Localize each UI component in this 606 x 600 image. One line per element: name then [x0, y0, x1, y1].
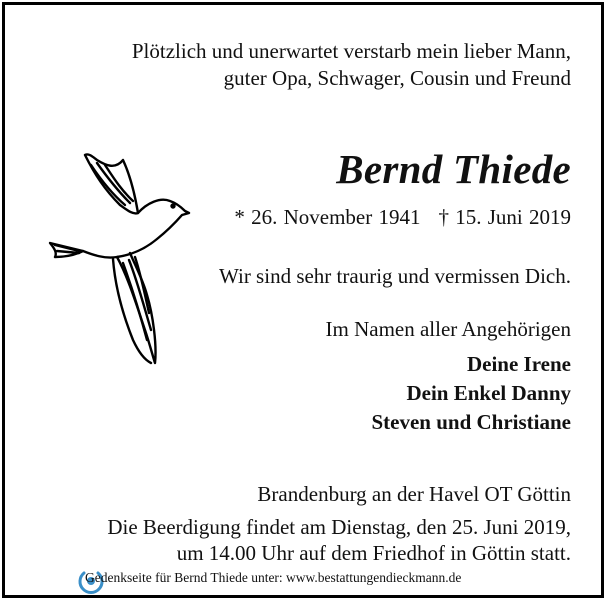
intro-text — [132, 38, 571, 92]
signer: Dein Enkel Danny — [406, 381, 571, 405]
on-behalf-text: Im Namen aller Angehörigen — [325, 317, 571, 341]
birth-date: * 26. November 1941 — [234, 205, 421, 229]
place-text: Brandenburg an der Havel OT Göttin — [257, 482, 571, 506]
signer: Deine Irene — [466, 352, 571, 376]
funeral-line-1: Die Beerdigung findet am Dienstag, den 25. Juni 2019, — [107, 515, 571, 539]
intro-line-2: guter Opa, Schwager, Cousin und Freund — [223, 66, 571, 90]
funeral-info — [107, 514, 571, 566]
funeral-line-2: um 14.00 Uhr auf dem Friedhof in Göttin statt. — [176, 541, 571, 565]
condolence-message: Wir sind sehr traurig und vermissen Dich. — [219, 264, 571, 288]
memorial-page-link[interactable]: Gedenkseite für Bernd Thiede unter: www.bestattungendieckmann.de — [85, 570, 462, 585]
signer: Steven und Christiane — [371, 410, 571, 434]
signers-list — [371, 350, 571, 437]
obituary-frame — [2, 2, 604, 598]
life-dates — [234, 204, 571, 230]
intro-line-1: Plötzlich und unerwartet verstarb mein lieber Mann, — [131, 39, 571, 63]
death-date: † 15. Juni 2019 — [438, 205, 571, 229]
dove-icon — [35, 135, 195, 365]
deceased-name: Bernd Thiede — [336, 146, 571, 192]
